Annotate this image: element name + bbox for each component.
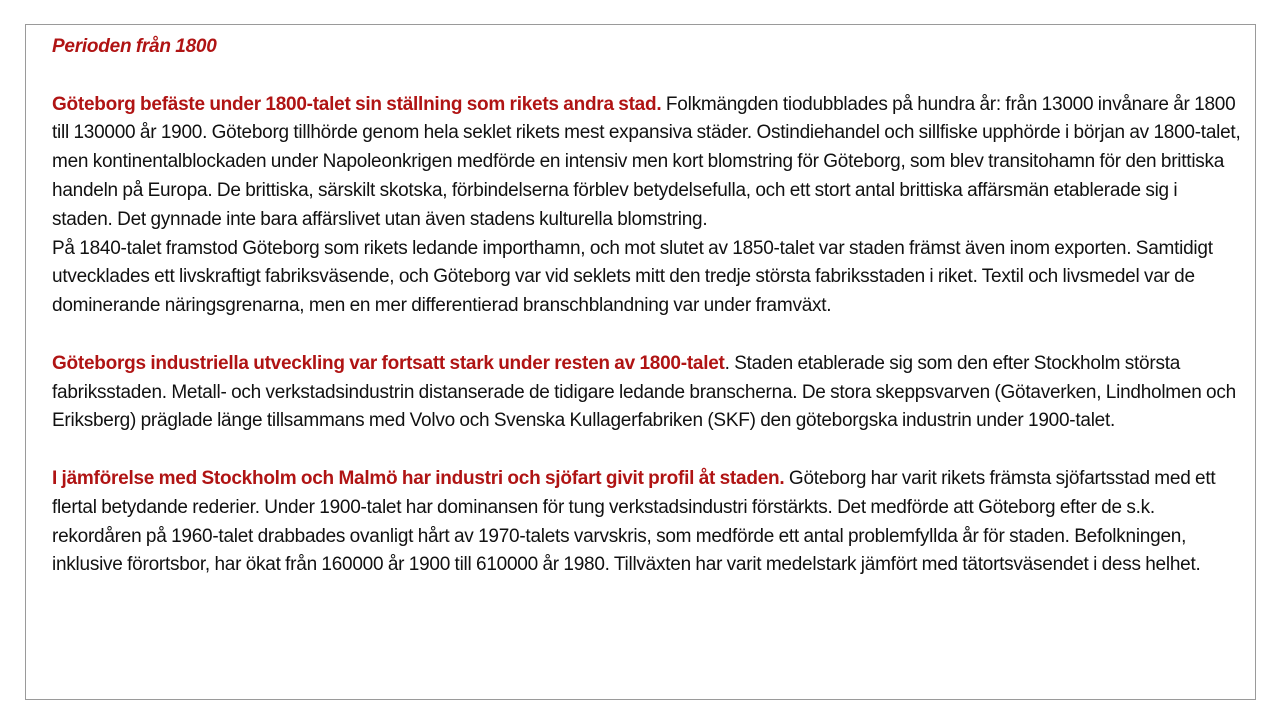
spacer <box>52 321 1242 350</box>
spacer <box>52 62 1242 91</box>
section-1-paragraph-2: På 1840-talet framstod Göteborg som rikets ledande importhamn, och mot slutet av 1850-talet var staden främst även inom exporten. Samtidigt utvecklades ett livskraftigt fabriksväsende, och Göteborg var vid seklets mitt den tredje största fabriksstaden i riket. Textil och livsmedel var de dominerande näringsgrenarna, men en mer differentierad branschblandning var under framväxt. <box>52 237 1213 317</box>
section-2-lead: Göteborgs industriella utveckling var fortsatt stark under resten av 1800-talet <box>52 352 725 374</box>
section-3-paragraph <box>52 465 1242 580</box>
section-3-body: Göteborg har varit rikets främsta sjöfartsstad med ett flertal betydande rederier. Under 1900-talet har dominansen för tung verkstadsindustri förstärkts. Det medförde att Göteborg efter de s.k. rekordåren på 1960-talet drabbades ovanligt hårt av 1970-talets varvskris, som medförde ett antal problemfyllda år för staden. Befolkningen, inklusive förortsbor, har ökat från 160000 år 1900 till 610000 år 1980. Tillväxten har varit medelstark jämfört med tätortsväsendet i dess helhet. <box>52 467 1216 576</box>
document-body <box>52 33 1242 580</box>
spacer <box>52 436 1242 465</box>
section-1-body: Folkmängden tiodubblades på hundra år: från 13000 invånare år 1800 till 130000 år 1900. Göteborg tillhörde genom hela seklet rikets mest expansiva städer. Ostindiehandel och sillfiske upphörde i början av 1800-talet, men kontinentalblockaden under Napoleonkrigen medförde en intensiv men kort blomstring för Göteborg, som blev transitohamn för den brittiska handeln på Europa. De brittiska, särskilt skotska, förbindelserna förblev betydelsefulla, och ett stort antal brittiska affärsmän etablerade sig i staden. Det gynnade inte bara affärslivet utan även stadens kulturella blomstring. <box>52 93 1241 230</box>
page-title: Perioden från 1800 <box>52 36 217 57</box>
section-2-body: . Staden etablerade sig som den efter Stockholm största fabriksstaden. Metall- och verkstadsindustrin distanserade de tidigare ledande branscherna. De stora skeppsvarven (Götaverken, Lindholmen och Eriksberg) präglade länge tillsammans med Volvo och Svenska Kullagerfabriken (SKF) den göteborgska industrin under 1900-talet. <box>52 352 1236 432</box>
section-2-paragraph <box>52 350 1242 436</box>
section-1-paragraph <box>52 91 1242 235</box>
section-1-lead: Göteborg befäste under 1800-talet sin ställning som rikets andra stad. <box>52 93 662 115</box>
section-3-lead: I jämförelse med Stockholm och Malmö har industri och sjöfart givit profil åt staden. <box>52 467 785 489</box>
